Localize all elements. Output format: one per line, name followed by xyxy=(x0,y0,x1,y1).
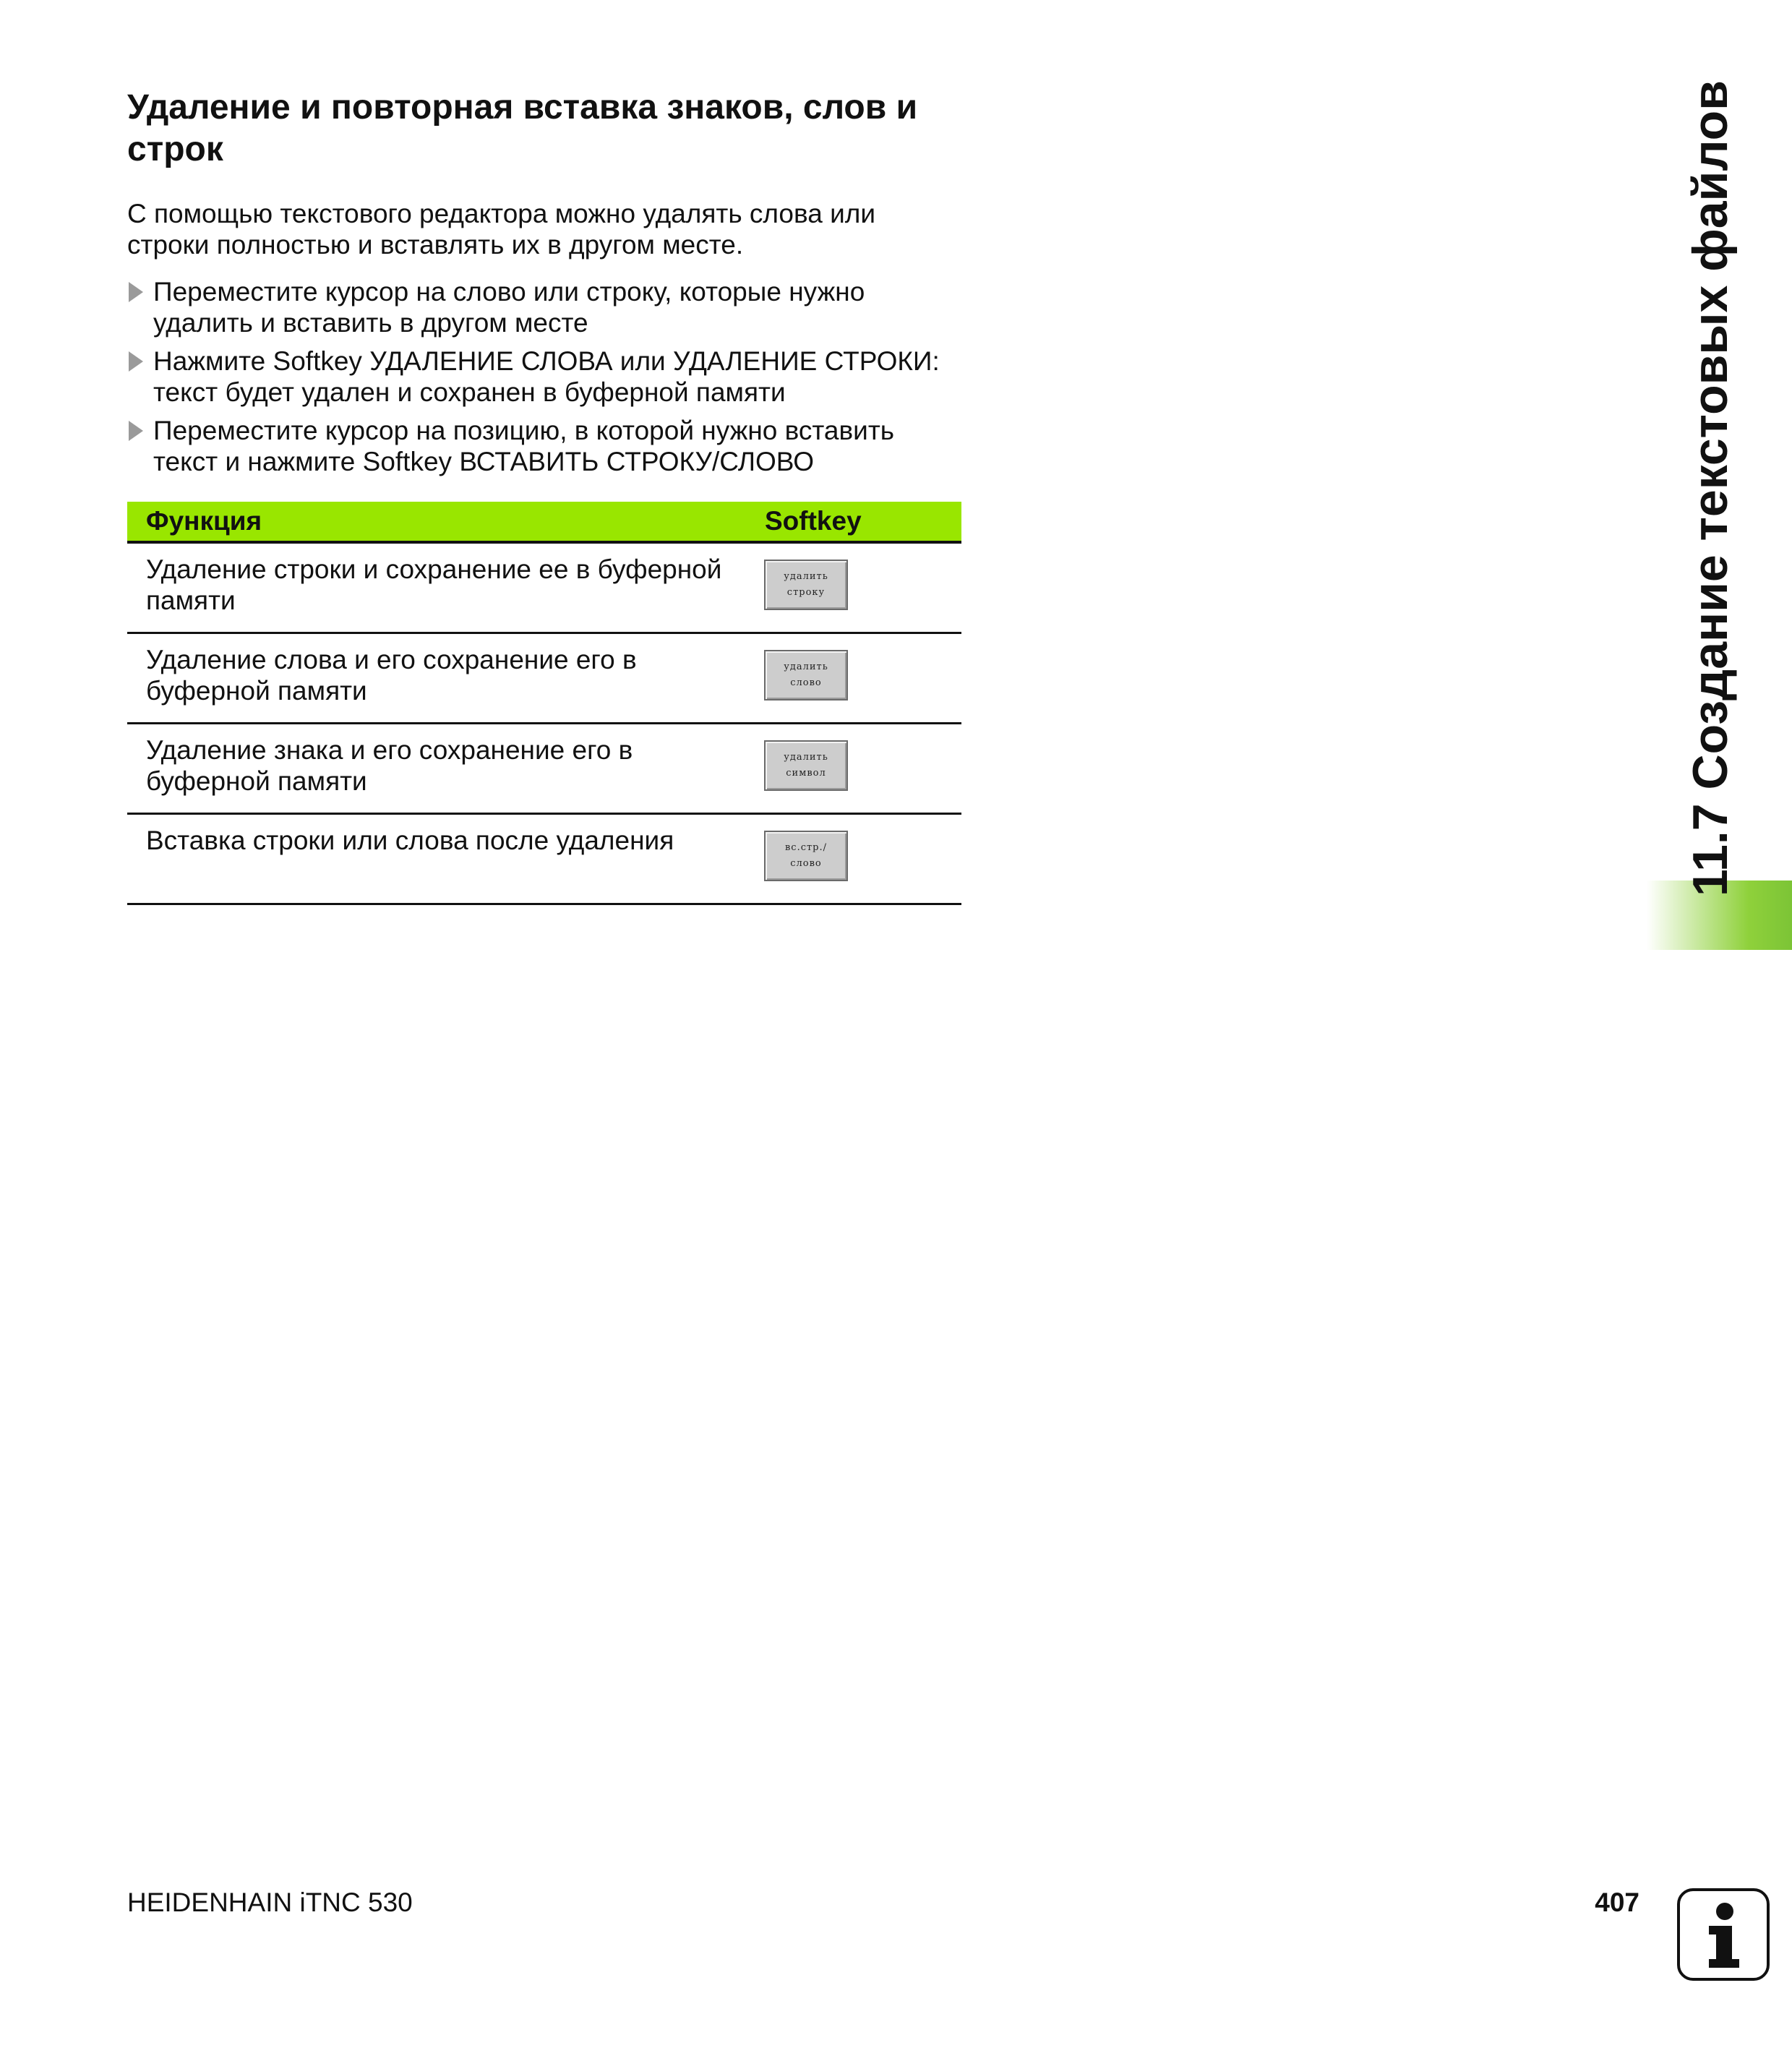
softkey-label-line2: слово xyxy=(790,858,822,869)
softkey-delete-character-button[interactable] xyxy=(764,740,848,791)
softkey-label-line1: вс.стр./ xyxy=(784,842,828,853)
intro-paragraph: С помощью текстового редактора можно удалять слова или строки полностью и вставлять их в другом месте. xyxy=(127,199,876,260)
table-row xyxy=(127,544,961,634)
page-number: 407 xyxy=(1595,1888,1639,1917)
function-description: Удаление строки и сохранение ее в буферной памяти xyxy=(146,554,722,615)
info-glyph-icon xyxy=(1680,1891,1767,1978)
arrow-bullet-icon xyxy=(129,351,143,372)
table-row xyxy=(127,724,961,815)
softkey-delete-word-button[interactable] xyxy=(764,650,848,700)
info-icon xyxy=(1677,1888,1770,1981)
column-header-function: Функция xyxy=(146,506,262,536)
softkey-insert-line-word-button[interactable] xyxy=(764,831,848,881)
step-item xyxy=(127,346,961,408)
function-description: Удаление слова и его сохранение его в буферной памяти xyxy=(146,645,637,706)
softkey-delete-line-button[interactable] xyxy=(764,560,848,610)
step-text: Переместите курсор на позицию, в которой нужно вставить текст и нажмите Softkey ВСТАВИТЬ СТРОКУ/СЛОВО xyxy=(153,416,895,476)
page-content xyxy=(127,87,961,905)
softkey-function-table xyxy=(127,502,961,905)
softkey-label-line2: символ xyxy=(786,768,826,779)
table-row xyxy=(127,634,961,724)
table-row xyxy=(127,815,961,905)
section-title: Удаление и повторная вставка знаков, слов и строк xyxy=(127,88,918,168)
softkey-label-line2: слово xyxy=(790,677,822,688)
arrow-bullet-icon xyxy=(129,421,143,441)
softkey-label-line1: удалить xyxy=(784,661,828,672)
softkey-label-line1: удалить xyxy=(784,571,828,582)
step-list xyxy=(127,276,961,477)
table-header xyxy=(127,502,961,544)
step-item xyxy=(127,276,961,338)
function-description: Вставка строки или слова после удаления xyxy=(146,826,674,855)
chapter-side-title: 11.7 Создание текстовых файлов xyxy=(1683,80,1738,896)
column-header-softkey: Softkey xyxy=(765,506,862,536)
function-description: Удаление знака и его сохранение его в буферной памяти xyxy=(146,735,633,796)
softkey-label-line1: удалить xyxy=(784,752,828,763)
softkey-label-line2: строку xyxy=(786,587,826,598)
step-text: Переместите курсор на слово или строку, которые нужно удалить и вставить в другом месте xyxy=(153,277,865,338)
arrow-bullet-icon xyxy=(129,282,143,302)
step-item xyxy=(127,415,961,477)
step-text: Нажмите Softkey УДАЛЕНИЕ СЛОВА или УДАЛЕНИЕ СТРОКИ: текст будет удален и сохранен в буферной памяти xyxy=(153,346,940,407)
footer-manual-name: HEIDENHAIN iTNC 530 xyxy=(127,1888,413,1917)
